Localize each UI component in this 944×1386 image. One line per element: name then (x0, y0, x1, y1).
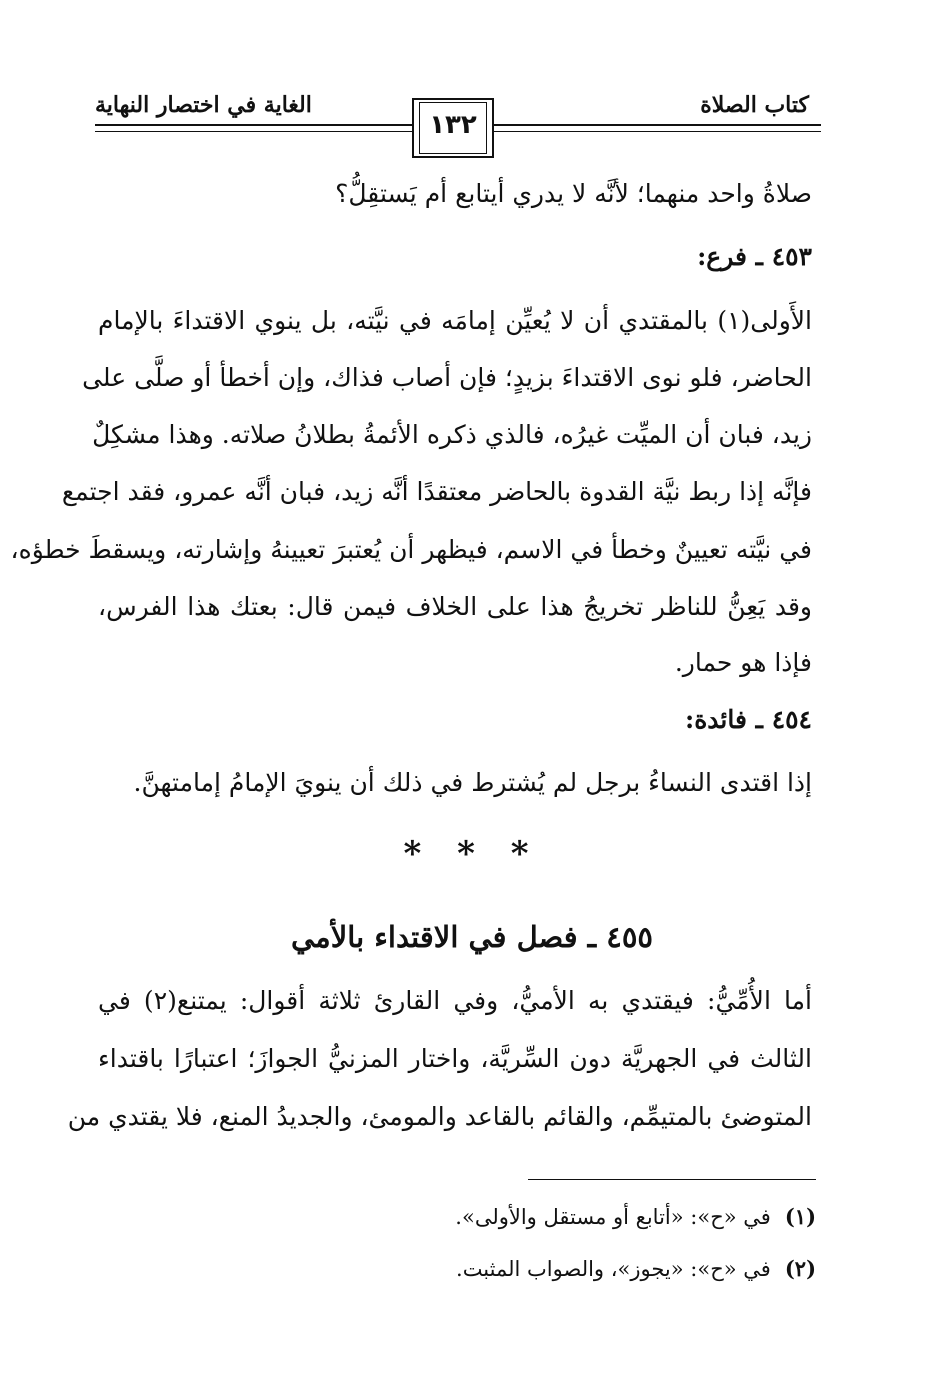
text-line: فإذا هو حمار. (674, 648, 812, 677)
heading-454: ٤٥٤ ـ فائدة: (684, 705, 812, 734)
text-line: فإنَّه إذا ربط نيَّة القدوة بالحاضر معتقدًا أنَّه زيد، فبان أنَّه عمرو، فقد اجتمع (61, 477, 812, 506)
footnote-rule (528, 1179, 816, 1180)
text-line: صلاةُ واحد منهما؛ لأنَّه لا يدري أيتابع أم يَستقِلُّ؟ (335, 179, 812, 208)
footnote (456, 1256, 816, 1281)
footnote-text: في «ح»: «أتابع أو مستقل والأولى». (455, 1205, 771, 1229)
text-line: الحاضر، فلو نوى الاقتداءَ بزيدٍ؛ فإن أصاب فذاك، وإن أخطأ أو صلَّى على (82, 363, 812, 392)
footnote-text: في «ح»: «يجوز»، والصواب المثبت. (456, 1257, 771, 1281)
section-separator-stars: * * * (403, 834, 541, 874)
text-line: الثالث في الجهريَّة دون السِّريَّة، واختار المزنيُّ الجوازَ؛ اعتبارًا باقتداء (98, 1044, 812, 1073)
heading-453: ٤٥٣ ـ فرع: (697, 242, 812, 271)
footnote-number: (١) (784, 1204, 816, 1229)
text-line: وقد يَعِنُّ للناظر تخريجُ هذا على الخلاف فيمن قال: بعتك هذا الفرس، (98, 592, 812, 621)
running-header-section: كتاب الصلاة (700, 92, 809, 118)
section-title: ٤٥٥ ـ فصل في الاقتداء بالأمي (291, 920, 653, 954)
text-line: زيد، فبان أن الميِّت غيرُه، فالذي ذكره الأئمةُ بطلانُ صلاته. وهذا مشكِلٌ (92, 420, 812, 449)
text-line: إذا اقتدى النساءُ برجل لم يُشترط في ذلك أن ينويَ الإمامُ إمامتهنَّ. (133, 768, 812, 797)
running-header-book-title: الغاية في اختصار النهاية (95, 92, 312, 118)
footnote-number: (٢) (784, 1256, 816, 1281)
page-number-box (412, 98, 494, 158)
text-line: في نيَّته تعيينٌ وخطأ في الاسم، فيظهر أن يُعتبرَ تعيينهُ وإشارته، ويسقطَ خطؤه، (10, 535, 812, 564)
page-number: ١٣٢ (429, 110, 477, 140)
text-line: أما الأُمِّيُّ: فيقتدي به الأميُّ، وفي القارئ ثلاثة أقوال: يمتنع(٢) في (98, 986, 812, 1015)
text-line: المتوضئ بالمتيمِّم، والقائم بالقاعد والمومئ، والجديدُ المنع، فلا يقتدي من (67, 1102, 812, 1131)
footnote (455, 1204, 816, 1229)
text-line: الأَولى(١) بالمقتدي أن لا يُعيِّن إمامَه في نيَّته، بل ينوي الاقتداءَ بالإمام (98, 306, 812, 335)
